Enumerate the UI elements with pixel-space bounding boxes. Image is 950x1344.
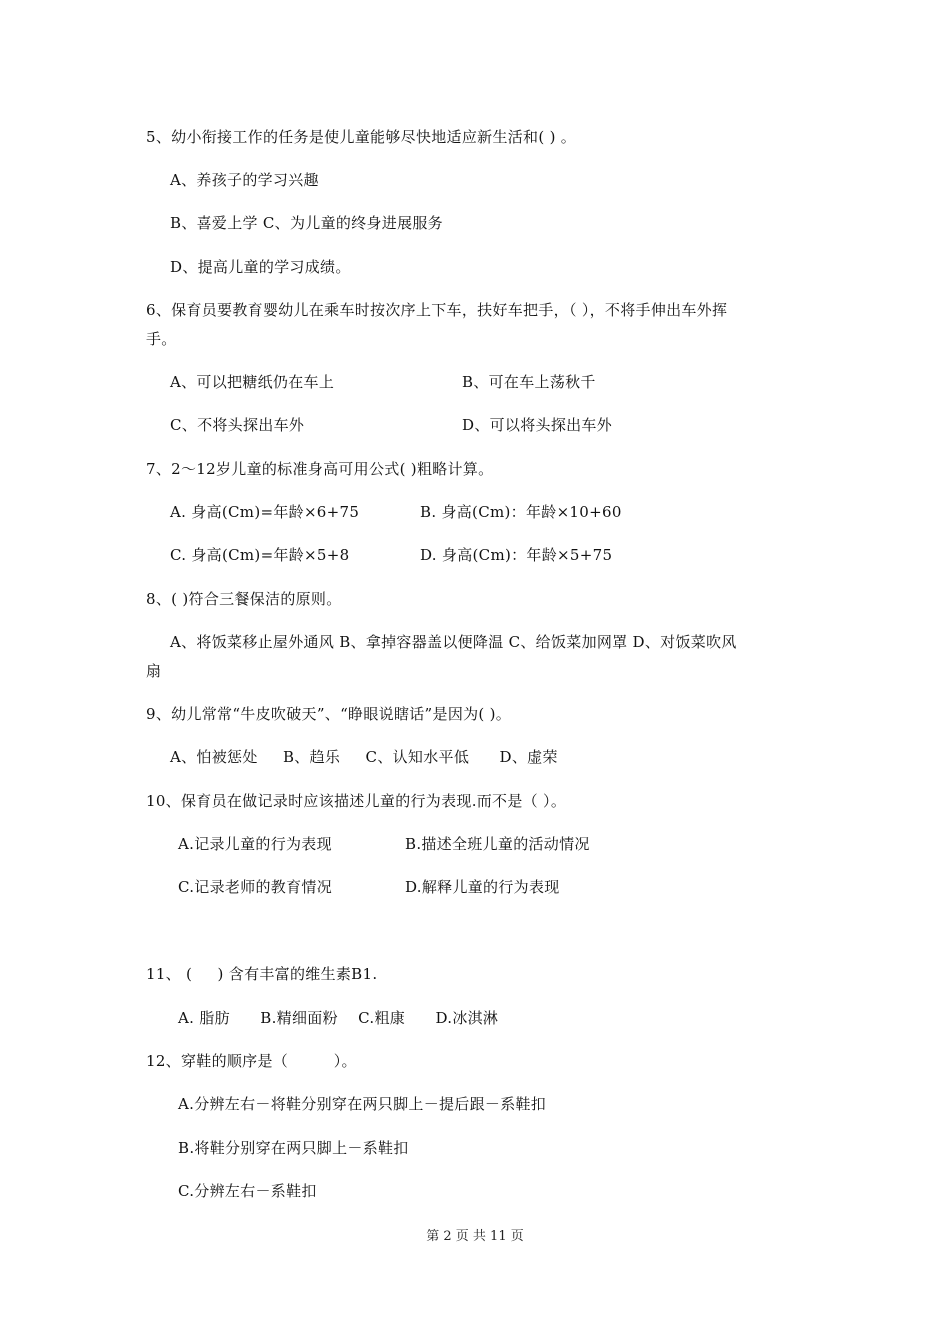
question-6-option-c: C、不将头探出车外 — [170, 416, 305, 434]
question-8-stem: 8、( )符合三餐保洁的原则。 — [146, 590, 342, 608]
question-8-options: A、将饭菜移止屋外通风 B、拿掉容器盖以便降温 C、给饭菜加网罩 D、对饭菜吹风 — [170, 633, 737, 651]
question-11-stem: 11、 ( ) 含有丰富的维生素B1. — [146, 965, 378, 983]
question-10-stem: 10、保育员在做记录时应该描述儿童的行为表现.而不是（ ）。 — [146, 792, 567, 810]
question-10-option-c: C.记录老师的教育情况 — [178, 878, 333, 896]
question-6-stem: 6、保育员要教育婴幼儿在乘车时按次序上下车，扶好车把手，（ ），不将手伸出车外挥 — [146, 301, 728, 319]
question-6-option-d: D、可以将头探出车外 — [462, 416, 613, 434]
question-12-option-c: C.分辨左右－系鞋扣 — [178, 1182, 317, 1200]
question-7-option-b: B. 身高(Cm)：年龄×10+60 — [420, 503, 622, 521]
question-7-option-c: C. 身高(Cm)=年龄×5+8 — [170, 546, 350, 564]
question-7-option-d: D. 身高(Cm)：年龄×5+75 — [420, 546, 613, 564]
question-7-option-a: A. 身高(Cm)=年龄×6+75 — [170, 503, 360, 521]
question-10-option-d: D.解释儿童的行为表现 — [405, 878, 560, 896]
question-9-options: A、怕被惩处 B、趋乐 C、认知水平低 D、虚荣 — [170, 748, 558, 766]
question-8-options-cont: 扇 — [146, 662, 162, 680]
question-7-stem: 7、2～12岁儿童的标准身高可用公式( )粗略计算。 — [146, 460, 494, 478]
question-12-option-a: A.分辨左右－将鞋分别穿在两只脚上－提后跟－系鞋扣 — [178, 1095, 547, 1113]
question-5-option-d: D、提高儿童的学习成绩。 — [170, 258, 351, 276]
question-5-option-a: A、养孩子的学习兴趣 — [170, 171, 319, 189]
question-6-option-a: A、可以把糖纸仍在车上 — [170, 373, 335, 391]
question-12-stem: 12、穿鞋的顺序是（ ）。 — [146, 1052, 357, 1070]
page-footer: 第 2 页 共 11 页 — [426, 1229, 524, 1244]
question-5-stem: 5、幼小衔接工作的任务是使儿童能够尽快地适应新生活和( ) 。 — [146, 128, 577, 146]
question-10-option-b: B.描述全班儿童的活动情况 — [405, 835, 590, 853]
question-6-option-b: B、可在车上荡秋千 — [462, 373, 596, 391]
question-10-option-a: A.记录儿童的行为表现 — [178, 835, 332, 853]
question-5-option-bc: B、喜爱上学 C、为儿童的终身进展服务 — [170, 214, 443, 232]
question-6-stem-cont: 手。 — [146, 330, 177, 348]
question-11-options: A. 脂肪 B.精细面粉 C.粗康 D.冰淇淋 — [178, 1009, 499, 1027]
question-9-stem: 9、幼儿常常“牛皮吹破天”、“睁眼说瞎话”是因为( )。 — [146, 705, 512, 723]
question-12-option-b: B.将鞋分别穿在两只脚上－系鞋扣 — [178, 1139, 409, 1157]
